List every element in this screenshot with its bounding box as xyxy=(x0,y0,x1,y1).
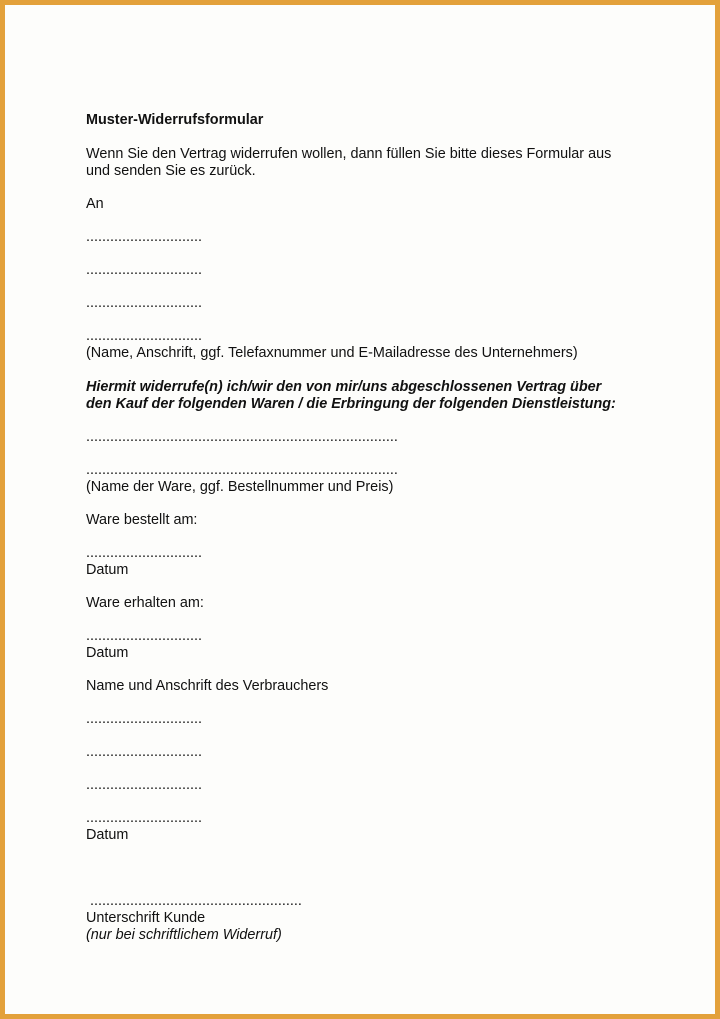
consumer-fill-line-4: ............................. xyxy=(86,810,202,826)
goods-fill-line-2: .............................................................................. xyxy=(86,462,398,478)
recipient-fill-line-4: ............................. xyxy=(86,328,202,344)
consumer-fill-line-2: ............................. xyxy=(86,744,202,760)
ordered-date-caption: Datum xyxy=(86,562,129,578)
recipient-fill-line-3: ............................. xyxy=(86,295,202,311)
ordered-date-fill-line: ............................. xyxy=(86,545,202,561)
recipient-caption: (Name, Anschrift, ggf. Telefaxnummer und E-Mailadresse des Unternehmers) xyxy=(86,345,578,361)
consumer-fill-line-3: ............................. xyxy=(86,777,202,793)
consumer-heading: Name und Anschrift des Verbrauchers xyxy=(86,678,329,694)
declaration-line-2: den Kauf der folgenden Waren / die Erbringung der folgenden Dienstleistung: xyxy=(86,396,616,412)
consumer-fill-line-1: ............................. xyxy=(86,711,202,727)
form-title: Muster-Widerrufsformular xyxy=(86,112,264,128)
intro-text-line-2: und senden Sie es zurück. xyxy=(86,163,256,179)
signature-label: Unterschrift Kunde xyxy=(86,910,206,926)
signature-note: (nur bei schriftlichem Widerruf) xyxy=(86,927,282,943)
goods-fill-line-1: .............................................................................. xyxy=(86,429,398,445)
declaration-line-1: Hiermit widerrufe(n) ich/wir den von mir/uns abgeschlossenen Vertrag über xyxy=(86,379,602,395)
consumer-date-caption: Datum xyxy=(86,827,129,843)
recipient-fill-line-2: ............................. xyxy=(86,262,202,278)
recipient-heading: An xyxy=(86,196,104,212)
recipient-fill-line-1: ............................. xyxy=(86,229,202,245)
goods-caption: (Name der Ware, ggf. Bestellnummer und Preis) xyxy=(86,479,394,495)
received-date-caption: Datum xyxy=(86,645,129,661)
ordered-date-label: Ware bestellt am: xyxy=(86,512,198,528)
withdrawal-form xyxy=(86,112,646,944)
received-date-fill-line: ............................. xyxy=(86,628,202,644)
signature-fill-line: ..................................................... xyxy=(90,893,302,909)
intro-text-line-1: Wenn Sie den Vertrag widerrufen wollen, dann füllen Sie bitte dieses Formular aus xyxy=(86,146,612,162)
received-date-label: Ware erhalten am: xyxy=(86,595,204,611)
